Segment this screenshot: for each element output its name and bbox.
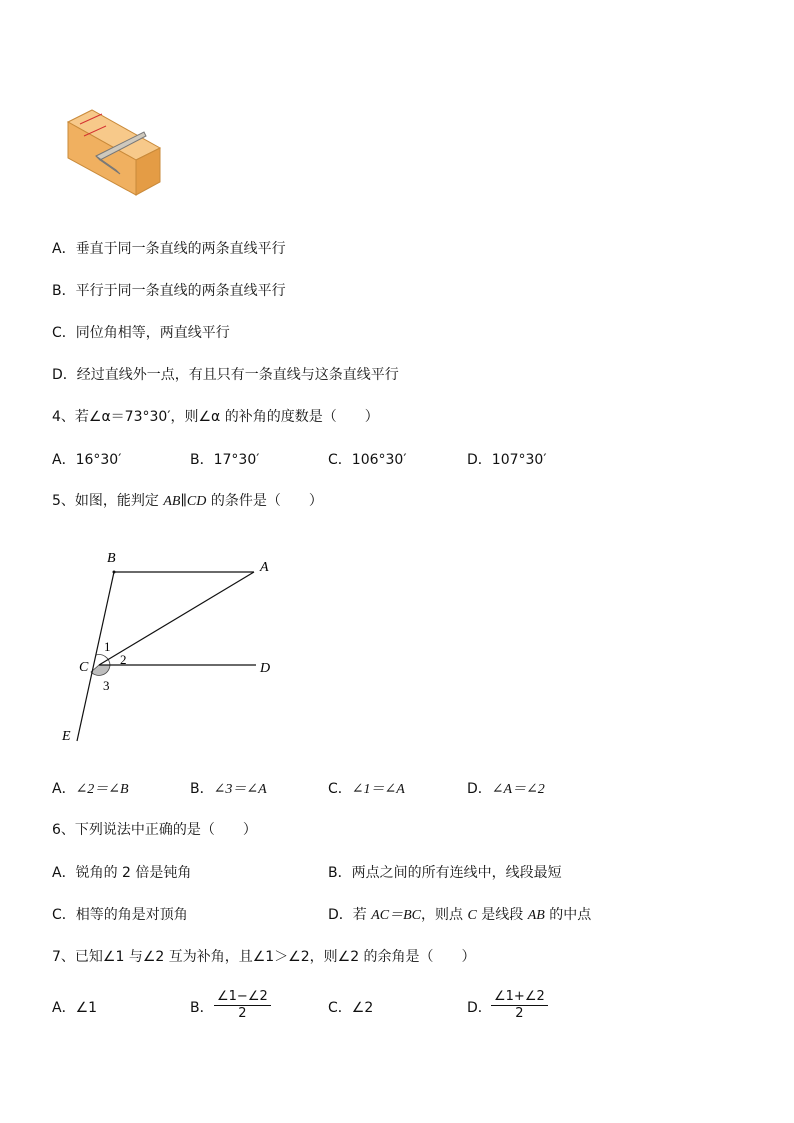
q3-option-b: B．平行于同一条直线的两条直线平行 [52,283,286,299]
label-C: C [79,660,89,675]
q6-option-a: A．锐角的 2 倍是钝角 [52,865,192,881]
label-A: A [260,560,269,575]
q7-option-d-letter: D． [467,1000,492,1016]
q3-option-a: A．垂直于同一条直线的两条直线平行 [52,241,286,257]
fraction-denominator: 2 [238,1006,247,1021]
label-angle-1: 1 [104,639,111,654]
label-B: B [107,551,116,566]
q6-option-b: B．两点之间的所有连线中，线段最短 [328,865,562,881]
label-angle-2: 2 [120,652,127,667]
wood-block-ruler-illustration [60,100,170,205]
q3-option-d: D．经过直线外一点，有且只有一条直线与这条直线平行 [52,367,399,383]
q4-option-a: A．16°30′ [52,452,122,468]
q5-option-c: C．∠1＝∠A [328,781,405,797]
fraction-denominator: 2 [515,1006,524,1021]
label-D: D [260,661,271,676]
q7-option-c: C．∠2 [328,1000,374,1016]
q3-option-c: C．同位角相等，两直线平行 [52,325,230,341]
q4-stem: 4、若∠α＝73°30′，则∠α 的补角的度数是（ ） [52,409,379,425]
q6-stem: 6、下列说法中正确的是（ ） [52,822,257,838]
q5-geometry-figure [50,545,290,750]
q5-option-d: D．∠A＝∠2 [467,781,545,797]
q6-option-c: C．相等的角是对顶角 [52,907,188,923]
q4-option-c: C．106°30′ [328,452,407,468]
q5-option-a: A．∠2＝∠B [52,781,129,797]
label-angle-3: 3 [103,678,110,693]
line-BE [77,572,114,741]
q7-stem: 7、已知∠1 与∠2 互为补角，且∠1＞∠2，则∠2 的余角是（ ） [52,949,476,965]
q7-option-b-letter: B． [190,1000,214,1016]
fraction-numerator: ∠1−∠2 [214,989,271,1006]
fraction-numerator: ∠1+∠2 [491,989,548,1006]
q7-option-a: A．∠1 [52,1000,98,1016]
q7-option-d-fraction [491,989,548,1022]
q5-stem: 5、如图，能判定 AB∥CD 的条件是（ ） [52,493,323,509]
q4-option-b: B．17°30′ [190,452,260,468]
q4-option-d: D．107°30′ [467,452,547,468]
point-B-dot [113,571,116,574]
q7-option-b-fraction [214,989,271,1022]
q6-option-d: D．若 AC＝BC，则点 C 是线段 AB 的中点 [328,907,592,923]
label-E: E [62,729,71,744]
q5-option-b: B．∠3＝∠A [190,781,267,797]
